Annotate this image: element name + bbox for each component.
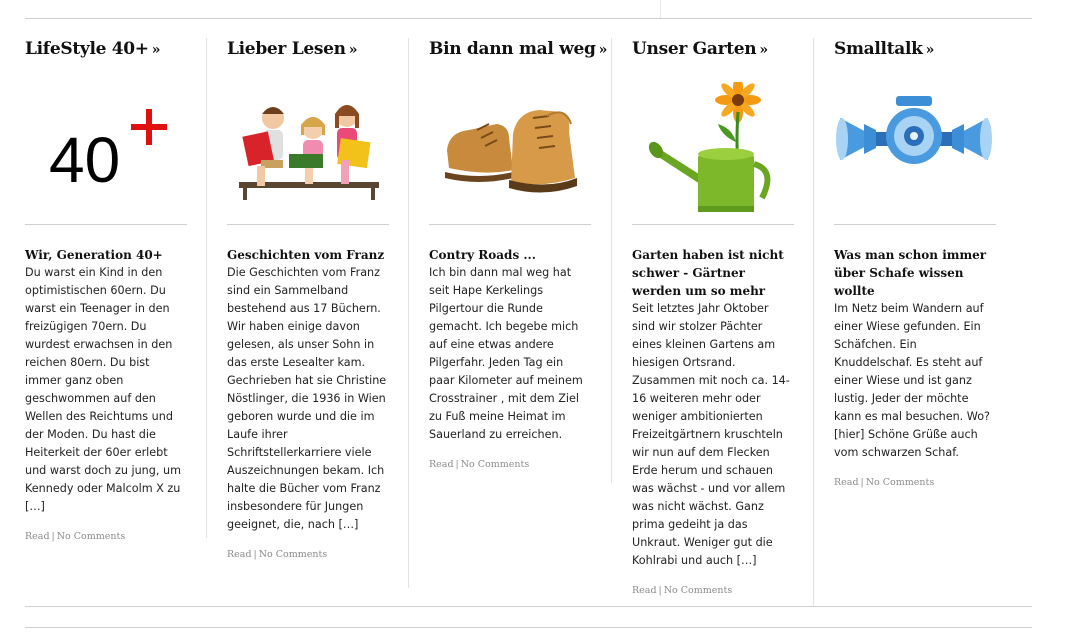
comments-link[interactable]: No Comments	[56, 531, 126, 542]
top-tick-divider	[660, 0, 661, 18]
category-column-lieber-lesen	[227, 38, 389, 560]
comments-link[interactable]: No Comments	[865, 477, 935, 488]
bottom-divider	[25, 606, 1032, 607]
category-title[interactable]: LifeStyle 40+ »	[25, 39, 161, 59]
post-title[interactable]: Garten haben ist nicht schwer - Gärtner werden um so mehr	[632, 248, 784, 298]
category-title[interactable]: Bin dann mal weg »	[429, 39, 608, 59]
post-title[interactable]: Was man schon immer über Schafe wissen wollte	[834, 248, 987, 298]
forty-text: 40	[49, 124, 121, 196]
column-separator	[813, 38, 814, 606]
category-title[interactable]: Smalltalk »	[834, 39, 935, 59]
read-link[interactable]: Read	[25, 531, 50, 542]
category-column-unser-garten	[632, 38, 794, 596]
post-meta: Read | No Comments	[632, 585, 733, 596]
thumb-divider	[429, 224, 591, 225]
category-column-lifestyle	[25, 38, 187, 542]
top-divider	[25, 18, 1032, 19]
post-meta: Read | No Comments	[429, 459, 530, 470]
post-excerpt: Ich bin dann mal weg hat seit Hape Kerkelings Pilgertour die Runde gemacht. Ich begebe mich auf eine etwas andere Pilgerfahr. Jeden Tag ein paar Kilometer auf meinem Crosstrainer , mit dem Ziel zu Fuß meine Heimat im Sauerland zu erreichen.	[429, 266, 583, 441]
column-separator	[408, 38, 409, 588]
watering-can-flower-image[interactable]	[632, 82, 794, 226]
category-column-smalltalk	[834, 38, 996, 488]
comments-link[interactable]: No Comments	[460, 459, 530, 470]
post-meta: Read | No Comments	[227, 549, 328, 560]
thumb-divider	[25, 224, 187, 225]
hiking-boots-image[interactable]	[429, 78, 591, 208]
category-title[interactable]: Unser Garten »	[632, 39, 768, 59]
read-link[interactable]: Read	[632, 585, 657, 596]
thumb-divider	[227, 224, 389, 225]
post-excerpt: Du warst ein Kind in den optimistischen 60ern. Du warst ein Teenager in den freizügigen 70ern. Du wurdest erwachsen in den reichen 80ern. Du bist immer ganz oben geschwommen auf den Wellen des Reichtums und der Moden. Du hast die Heiterkeit der 60er erlebt und warst doch zu jung, um Kennedy oder Malcolm X zu […]	[25, 266, 181, 513]
bottom-divider	[25, 627, 1032, 628]
forty-plus-logo[interactable]	[25, 78, 187, 208]
read-link[interactable]: Read	[429, 459, 454, 470]
category-column-bin-dann-mal-weg	[429, 38, 608, 470]
category-title[interactable]: Lieber Lesen »	[227, 39, 358, 59]
read-link[interactable]: Read	[834, 477, 859, 488]
children-reading-image[interactable]	[227, 78, 389, 208]
post-title[interactable]: Wir, Generation 40+	[25, 248, 163, 262]
post-meta: Read | No Comments	[834, 477, 935, 488]
post-excerpt: Seit letztes Jahr Oktober sind wir stolzer Pächter eines kleinen Gartens am hiesigen Ortsrand. Zusammen mit noch ca. 14-16 weiteren mehr oder weniger ambitionierten Freizeitgärtnern kruschteln wir nun auf dem Flecken Erde herum und schauen was wächst - und vor allem was nicht wächst. Ganz prima gedeiht ja das Unkraut. Weniger gut die Kohlrabi und auch […]	[632, 302, 790, 567]
post-excerpt: Die Geschichten vom Franz sind ein Sammelband bestehend aus 17 Büchern. Wir haben einige davon gelesen, als unser Sohn in das erste Lesealter kam. Gechrieben hat sie Christine Nöstlinger, die 1936 in Wien geboren wurde und die im Laufe ihrer Schriftstellerkarriere viele Auszeichnungen bekam. Ich halte die Bücher vom Franz insbesondere für Jungen geeignet, die, nach […]	[227, 266, 387, 531]
thumb-divider	[834, 224, 996, 225]
thumb-divider	[632, 224, 794, 225]
loudspeakers-image[interactable]	[834, 78, 996, 208]
column-separator	[206, 38, 207, 538]
comments-link[interactable]: No Comments	[258, 549, 328, 560]
post-title[interactable]: Contry Roads ...	[429, 248, 536, 262]
read-link[interactable]: Read	[227, 549, 252, 560]
post-excerpt: Im Netz beim Wandern auf einer Wiese gefunden. Ein Schäfchen. Ein Knuddelschaf. Es steht auf einer Wiese und ist ganz lustig. Jeder der möchte kann es mal besuchen. Wo? [hier] Schöne Grüße auch vom schwarzen Schaf.	[834, 302, 990, 459]
post-meta: Read | No Comments	[25, 531, 126, 542]
column-separator	[611, 38, 612, 483]
comments-link[interactable]: No Comments	[663, 585, 733, 596]
post-title[interactable]: Geschichten vom Franz	[227, 248, 385, 262]
